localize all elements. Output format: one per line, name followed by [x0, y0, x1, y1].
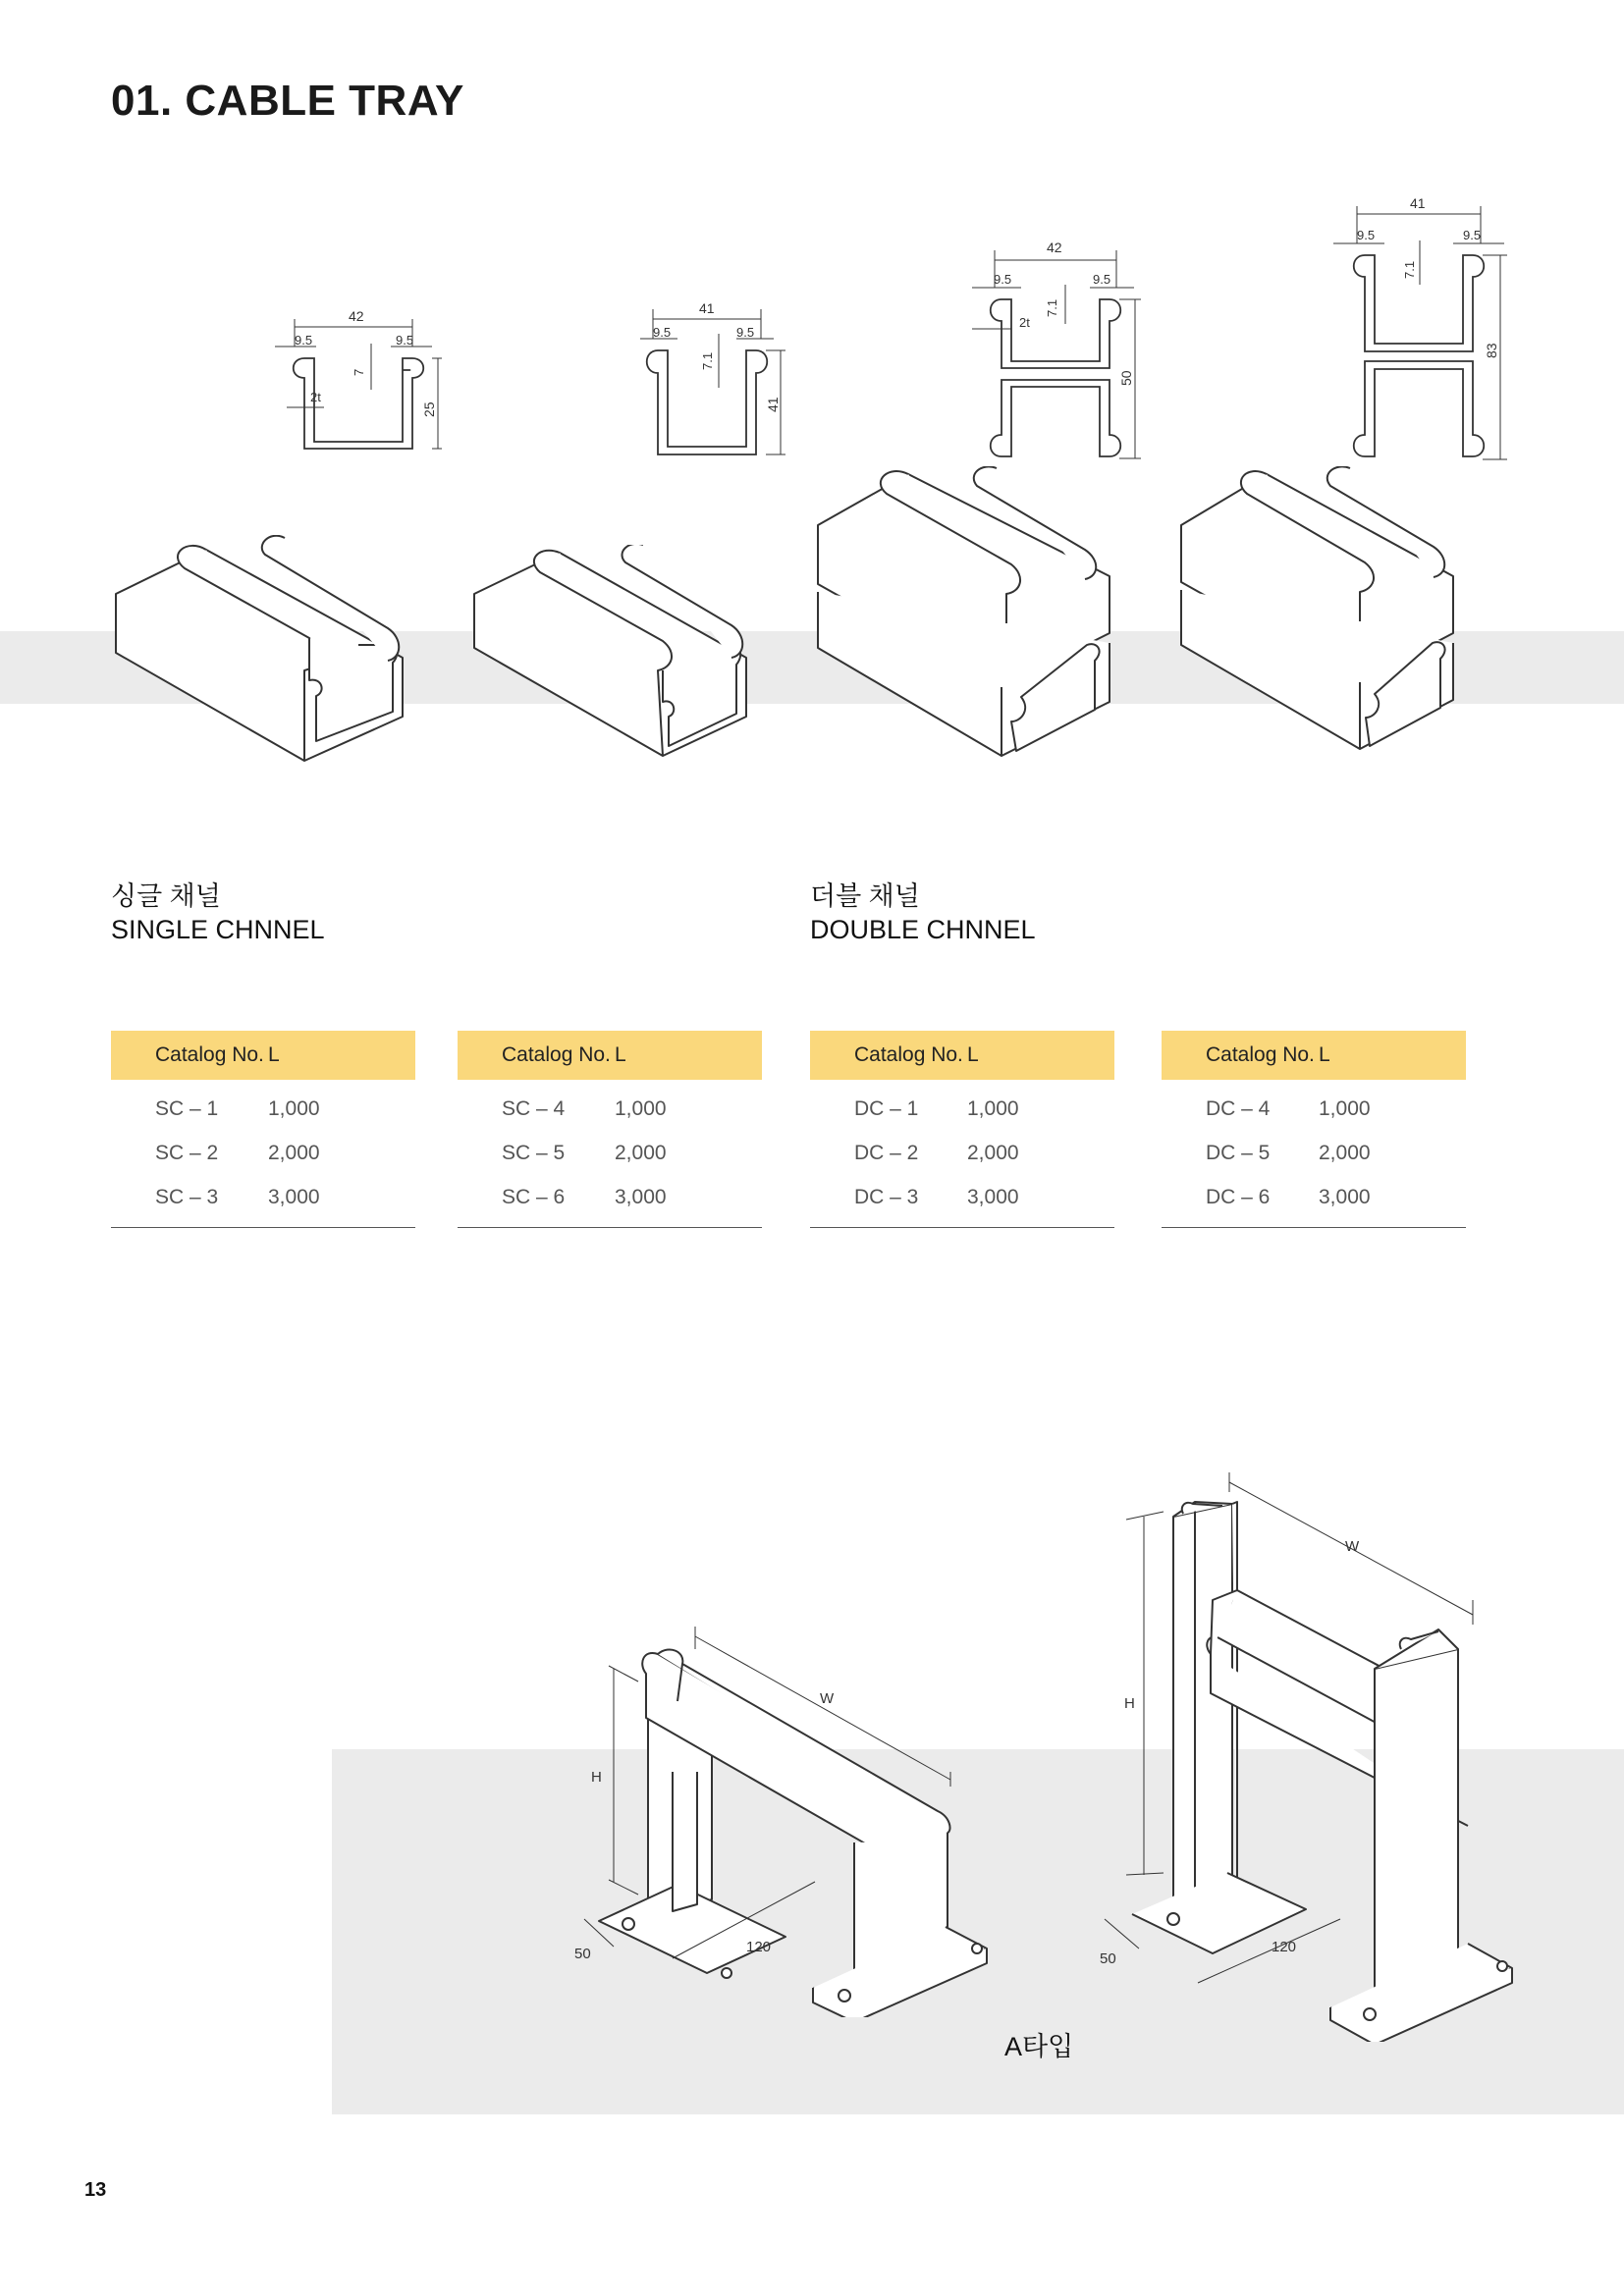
cell-length: 3,000 [268, 1185, 320, 1208]
table-row [458, 1131, 762, 1175]
iso-double-channel-2 [1173, 466, 1468, 761]
double-channel-english: DOUBLE CHNNEL [810, 915, 1036, 944]
dim-width: 41 [1410, 195, 1426, 211]
table-row [810, 1175, 1114, 1219]
cell-length: 1,000 [967, 1096, 1019, 1120]
dim-lip-left: 9.5 [994, 272, 1012, 287]
cell-catalog: SC – 1 [155, 1096, 219, 1120]
table-header [1162, 1031, 1466, 1080]
cell-catalog: DC – 5 [1206, 1141, 1271, 1164]
dim-120: 120 [746, 1939, 772, 1955]
dim-lip-left: 9.5 [1357, 228, 1376, 242]
dim-lip-right: 9.5 [1093, 272, 1111, 287]
dim-inner: 7.1 [1402, 260, 1417, 279]
cell-length: 2,000 [1319, 1141, 1371, 1164]
catalog-table-sc-4-6 [458, 1031, 762, 1228]
dim-lip-left: 9.5 [653, 325, 672, 340]
cell-catalog: SC – 3 [155, 1185, 219, 1208]
dim-50: 50 [1100, 1950, 1116, 1967]
table-header [458, 1031, 762, 1080]
cell-catalog: DC – 6 [1206, 1185, 1271, 1208]
single-channel-korean: 싱글 채널 [111, 881, 221, 911]
table-row [810, 1087, 1114, 1131]
a-type-caption: A타입 [1004, 2032, 1074, 2061]
cell-catalog: DC – 2 [854, 1141, 919, 1164]
table-header [810, 1031, 1114, 1080]
single-channel-label [111, 880, 325, 946]
catalog-table-dc-1-3 [810, 1031, 1114, 1228]
stand-a-type-drawing [560, 1625, 992, 2017]
dim-w: W [820, 1690, 835, 1707]
dim-thickness: 2t [310, 390, 321, 404]
table-header [111, 1031, 415, 1080]
cell-catalog: SC – 4 [502, 1096, 566, 1120]
cell-length: 2,000 [967, 1141, 1019, 1164]
table-row [1162, 1131, 1466, 1175]
cell-catalog: DC – 4 [1206, 1096, 1271, 1120]
cell-length: 2,000 [268, 1141, 320, 1164]
cell-length: 1,000 [268, 1096, 320, 1120]
section-single-channel-41 [628, 290, 805, 466]
dim-height: 83 [1484, 343, 1499, 358]
cell-catalog: DC – 1 [854, 1096, 919, 1120]
catalog-table-dc-4-6 [1162, 1031, 1466, 1228]
cell-catalog: SC – 2 [155, 1141, 219, 1164]
table-row [810, 1131, 1114, 1175]
dim-width: 42 [1047, 240, 1062, 255]
dim-height: 25 [421, 401, 437, 417]
header-catalog-no: Catalog No. [502, 1043, 611, 1066]
dim-lip-right: 9.5 [1463, 228, 1482, 242]
cell-catalog: SC – 5 [502, 1141, 566, 1164]
page-title: 01. CABLE TRAY [111, 77, 464, 125]
double-channel-korean: 더블 채널 [810, 881, 920, 911]
cell-length: 3,000 [1319, 1185, 1371, 1208]
stand-b-type-drawing [1085, 1453, 1527, 2042]
dim-50: 50 [574, 1946, 591, 1962]
dim-inner: 7.1 [1045, 298, 1059, 317]
header-length: L [967, 1043, 979, 1066]
iso-double-channel-1 [810, 466, 1124, 771]
header-length: L [615, 1043, 626, 1066]
cell-catalog: DC – 3 [854, 1185, 919, 1208]
dim-lip-right: 9.5 [736, 325, 755, 340]
dim-height: 50 [1118, 370, 1134, 386]
dim-lip-left: 9.5 [295, 333, 313, 347]
section-double-channel-42 [962, 231, 1178, 466]
table-row [1162, 1175, 1466, 1219]
page-number: 13 [84, 2179, 107, 2201]
dim-inner: 7 [352, 368, 366, 376]
section-single-channel-42 [265, 299, 461, 466]
table-row [111, 1087, 415, 1131]
cell-length: 3,000 [615, 1185, 667, 1208]
table-row [458, 1087, 762, 1131]
dim-h: H [1124, 1695, 1135, 1712]
table-row [111, 1131, 415, 1175]
cell-length: 1,000 [615, 1096, 667, 1120]
header-length: L [268, 1043, 280, 1066]
cell-length: 2,000 [615, 1141, 667, 1164]
dim-inner: 7.1 [700, 351, 715, 370]
dim-height: 41 [765, 397, 781, 412]
dim-w: W [1345, 1538, 1360, 1555]
dim-h: H [591, 1769, 602, 1786]
table-row [458, 1175, 762, 1219]
table-row [111, 1175, 415, 1219]
dim-width: 41 [699, 300, 715, 316]
iso-single-channel-1 [108, 535, 422, 771]
double-channel-label [810, 880, 1036, 946]
dim-lip-right: 9.5 [396, 333, 414, 347]
cell-catalog: SC – 6 [502, 1185, 566, 1208]
cell-length: 3,000 [967, 1185, 1019, 1208]
table-row [1162, 1087, 1466, 1131]
header-catalog-no: Catalog No. [854, 1043, 963, 1066]
section-double-channel-41 [1326, 187, 1522, 471]
iso-single-channel-2 [466, 545, 761, 771]
cell-length: 1,000 [1319, 1096, 1371, 1120]
dim-width: 42 [349, 308, 364, 324]
single-channel-english: SINGLE CHNNEL [111, 915, 325, 944]
header-catalog-no: Catalog No. [155, 1043, 264, 1066]
header-catalog-no: Catalog No. [1206, 1043, 1315, 1066]
catalog-table-sc-1-3 [111, 1031, 415, 1228]
dim-120: 120 [1272, 1939, 1297, 1955]
dim-thickness: 2t [1019, 315, 1030, 330]
header-length: L [1319, 1043, 1330, 1066]
